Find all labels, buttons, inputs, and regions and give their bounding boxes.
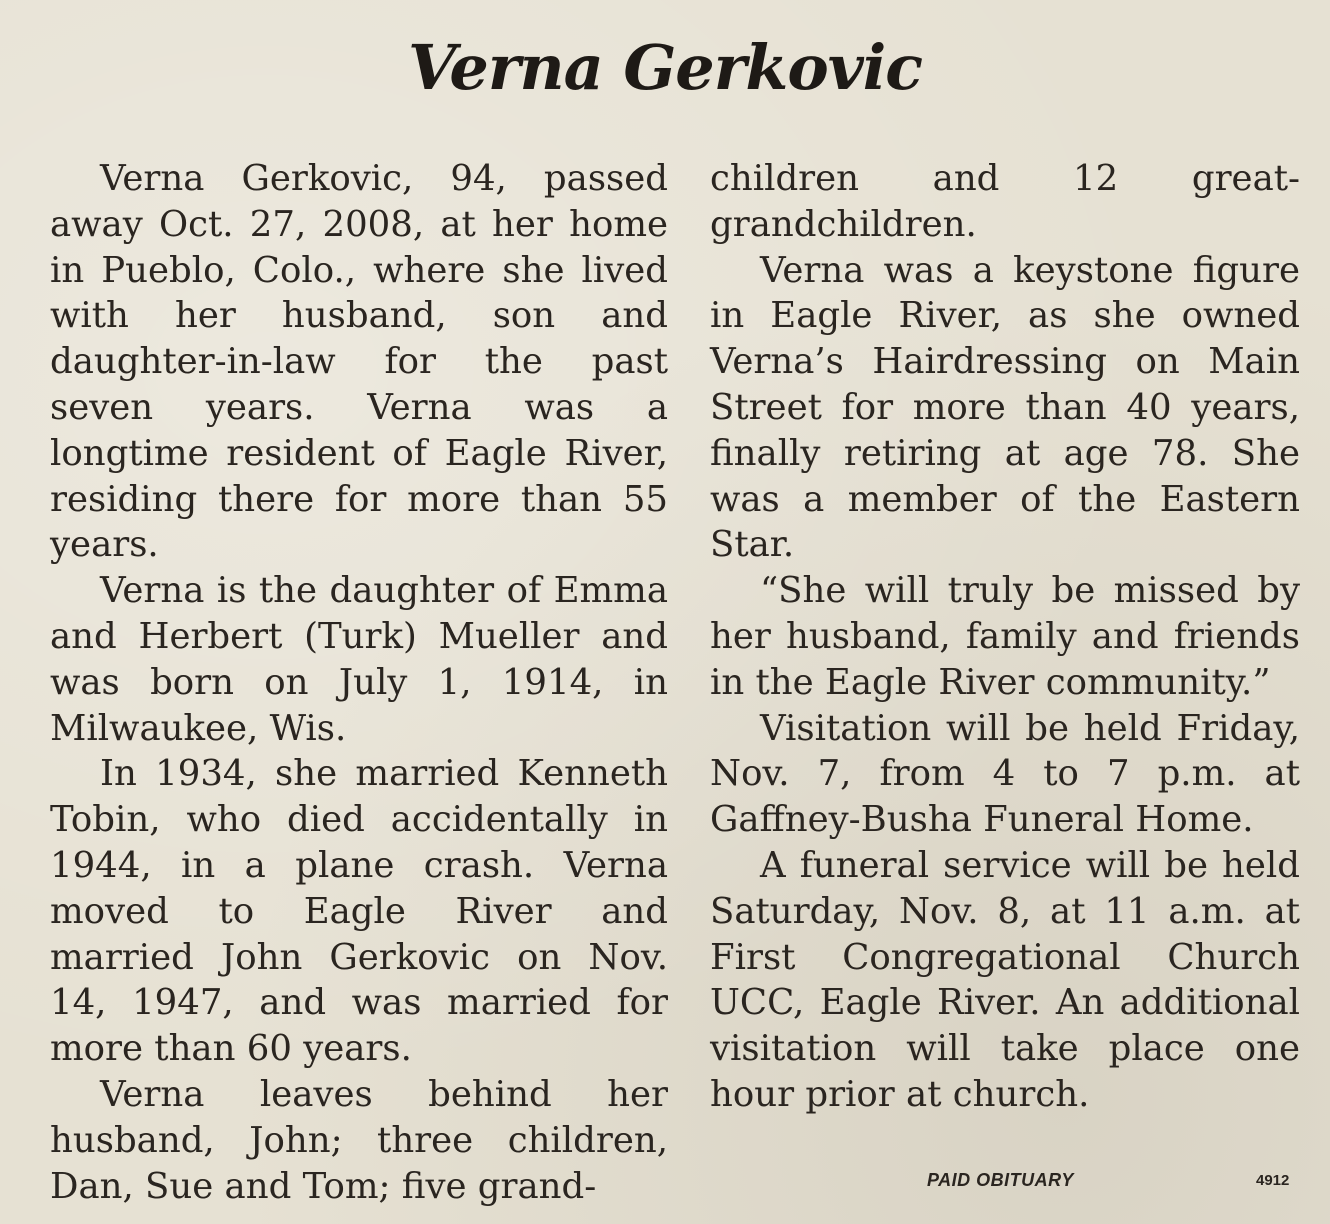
paragraph-parents-birth: Verna is the daughter of Emma and Herbert (Turk) Mueller and was born on July 1, 1914, in Milwaukee, Wis. xyxy=(50,570,668,749)
paragraph-business: Verna was a keystone figure in Eagle River, as she owned Verna’s Hairdressing on Main Street for more than 40 years, finally retiring at age 78. She was a member of the Eastern Star. xyxy=(710,249,1300,566)
paragraph-survivors-continued: children and 12 great-grandchildren. xyxy=(710,158,1300,245)
paragraph-death-notice: Verna Gerkovic, 94, passed away Oct. 27, 2008, at her home in Pueblo, Colo., where she lived with her husband, son and daughter-in-law for the past seven years. Verna was a longtime resident of Eagle River, residing there for more than 55 years. xyxy=(50,158,668,566)
obituary-headline: Verna Gerkovic xyxy=(407,31,923,104)
paragraph-marriages: In 1934, she married Kenneth Tobin, who died accidentally in 1944, in a plane crash. Verna moved to Eagle River and married John Gerkovic on Nov. 14, 1947, and was married for more than 60 years. xyxy=(50,753,668,1070)
paragraph-funeral-service: A funeral service will be held Saturday, Nov. 8, at 11 a.m. at First Congregational Church UCC, Eagle River. An additional visitation will take place one hour prior at church. xyxy=(710,844,1300,1115)
paid-obituary-label: PAID OBITUARY xyxy=(927,1170,1074,1190)
paragraph-survivors: Verna leaves behind her husband, John; three children, Dan, Sue and Tom; five grand- xyxy=(50,1073,668,1207)
paragraph-quote: “She will truly be missed by her husband, family and friends in the Eagle River community.” xyxy=(710,570,1300,703)
left-column xyxy=(50,156,668,1209)
paragraph-visitation: Visitation will be held Friday, Nov. 7, from 4 to 7 p.m. at Gaffney-Busha Funeral Home. xyxy=(710,707,1300,841)
right-column xyxy=(710,156,1300,1118)
ad-number: 4912 xyxy=(1256,1172,1290,1189)
